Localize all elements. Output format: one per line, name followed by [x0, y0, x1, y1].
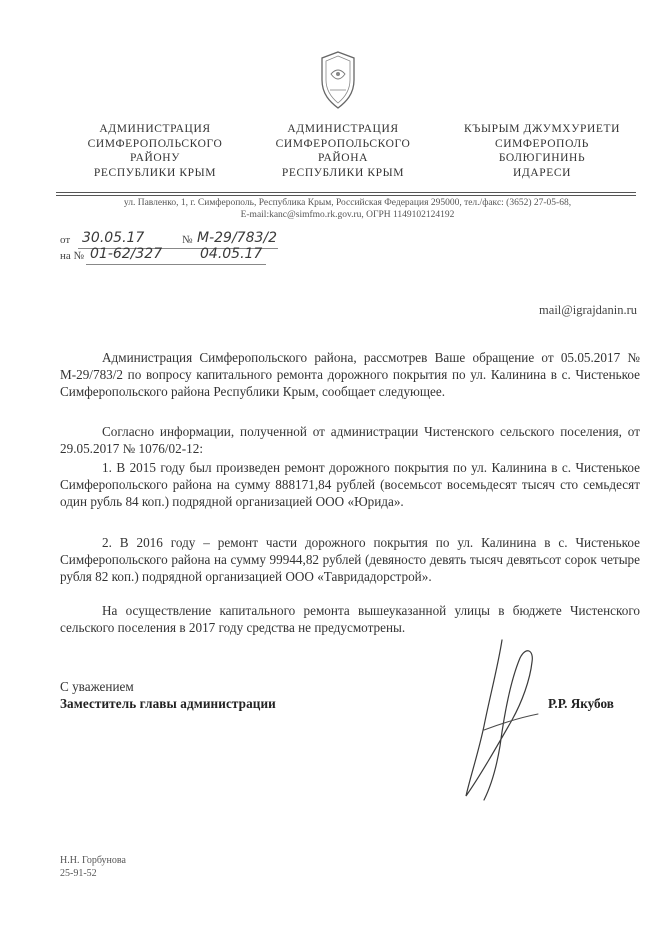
- ref-underline: [86, 264, 266, 265]
- header-line: АДМИНИСТРАЦИЯ: [99, 123, 211, 135]
- header-block-ru: [248, 122, 438, 180]
- header-line: ИДАРЕСИ: [512, 166, 572, 179]
- header-divider: [56, 195, 636, 196]
- recipient-email: mail@igrajdanin.ru: [539, 303, 637, 317]
- header-block-crimean-tatar: [442, 122, 642, 180]
- header-line: АДМИНИСТРАЦИЯ: [287, 123, 399, 135]
- executor-phone: 25-91-52: [60, 868, 97, 879]
- incoming-number: 01-62/327: [90, 246, 163, 262]
- header-line: СИМФЕРОПОЛЬСКОГО: [87, 137, 223, 150]
- header-line: РАЙОНА: [317, 152, 369, 164]
- address-line: ул. Павленко, 1, г. Симферополь, Республика Крым, Российская Федерация 295000, тел./факс: (3652) 27-05-68,: [123, 198, 572, 208]
- header-line: СИМФЕРОПОЛЬ: [494, 137, 590, 150]
- coat-of-arms-icon: [316, 50, 360, 110]
- incoming-date: 04.05.17: [200, 246, 263, 262]
- body-paragraph: На осуществление капитального ремонта вышеуказанной улицы в бюджете Чистенского сельского поселения в 2017 году средства не предусмотрены.: [60, 603, 640, 635]
- number-prefix: №: [182, 234, 193, 246]
- executor-name: Н.Н. Горбунова: [60, 855, 126, 866]
- body-paragraph: Согласно информации, полученной от администрации Чистенского сельского поселения, от 29.05.2017 № 1076/02-12:: [60, 424, 640, 456]
- signer-title: Заместитель главы администрации: [60, 696, 276, 711]
- header-divider: [56, 192, 636, 193]
- header-line: БОЛЮГИНИНЬ: [498, 152, 586, 164]
- header-line: СИМФЕРОПОЛЬСКОГО: [275, 137, 411, 150]
- body-paragraph: Администрация Симферопольского района, рассмотрев Ваше обращение от 05.05.2017 № М-29/783/2 по вопросу капитального ремонта дорожного покрытия по ул. Калинина в с. Чистенькое Симферопольского района Республики Крым, сообщает следующее.: [60, 350, 640, 399]
- closing-regards: С уважением: [60, 679, 134, 694]
- outgoing-date: 30.05.17: [82, 230, 145, 246]
- outgoing-number: М-29/783/2: [197, 230, 278, 246]
- outgoing-ref-prefix: от: [60, 234, 71, 246]
- handwritten-signature: [440, 636, 550, 806]
- body-paragraph: 1. В 2015 году был произведен ремонт дорожного покрытия по ул. Калинина в с. Чистенькое Симферопольского района на сумму 888171,84 рублей (восемьсот восемьдесят тысяч сто семьдесят один рубль 84 коп.) подрядной организацией ООО «Юрида».: [60, 460, 640, 509]
- header-line: РЕСПУБЛИКИ КРЫМ: [93, 166, 217, 179]
- header-line: РЕСПУБЛИКИ КРЫМ: [281, 166, 405, 179]
- incoming-ref-prefix: на №: [60, 250, 85, 262]
- header-block-ru-district: [60, 122, 250, 180]
- header-line: РАЙОНУ: [130, 152, 180, 164]
- signer-name: Р.Р. Якубов: [548, 696, 614, 711]
- header-line: КЪЫРЫМ ДЖУМХУРИЕТИ: [464, 123, 620, 135]
- contact-line: E-mail:kanc@simfmo.rk.gov.ru, ОГРН 1149102124192: [240, 210, 455, 220]
- body-paragraph: 2. В 2016 году – ремонт части дорожного покрытия по ул. Калинина в с. Чистенькое Симферопольского района на сумму 99944,82 рублей (девяносто девять тысяч девятьсот сорок четыре рубля 82 коп.) подрядной организацией ООО «Тавридадорстрой».: [60, 535, 640, 584]
